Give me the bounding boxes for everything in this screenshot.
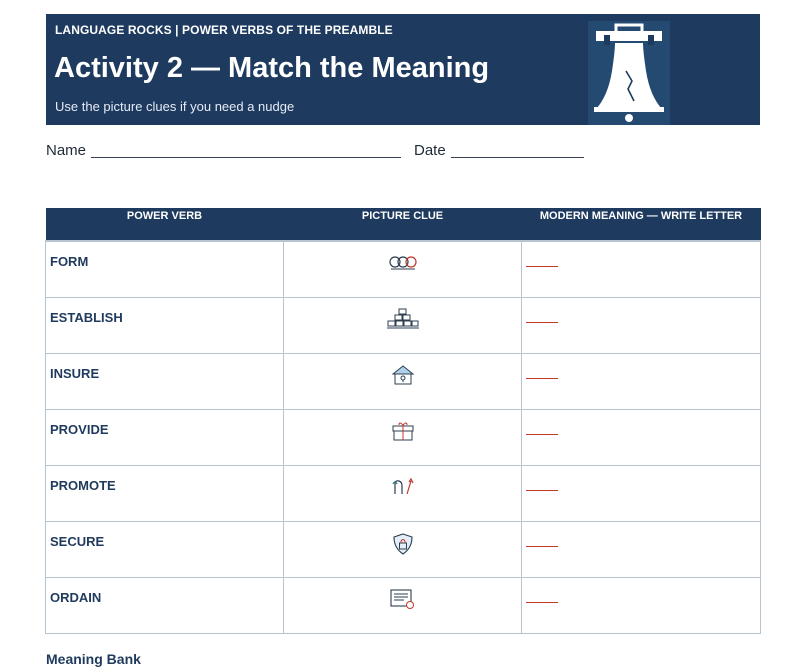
verb-cell: ORDAIN bbox=[50, 590, 102, 605]
header-kicker: LANGUAGE ROCKS | POWER VERBS OF THE PREAMBLE bbox=[55, 23, 393, 37]
certificate-icon bbox=[284, 588, 521, 612]
answer-blank[interactable] bbox=[526, 490, 558, 491]
verb-cell: SECURE bbox=[50, 534, 105, 549]
answer-blank[interactable] bbox=[526, 266, 558, 267]
verb-cell: INSURE bbox=[50, 366, 100, 381]
table-row bbox=[46, 410, 761, 466]
name-date-row bbox=[46, 142, 760, 164]
table-row bbox=[46, 298, 761, 354]
page-title: Activity 2 — Match the Meaning bbox=[54, 52, 490, 84]
table-row bbox=[46, 354, 761, 410]
house-icon bbox=[284, 364, 521, 386]
table-row bbox=[46, 466, 761, 522]
meaning-bank-title: Meaning Bank bbox=[46, 651, 141, 667]
verb-cell: FORM bbox=[50, 254, 89, 269]
column-header-verb: POWER VERB bbox=[46, 208, 284, 241]
name-label: Name bbox=[46, 142, 87, 159]
table-row bbox=[46, 578, 761, 634]
table-row bbox=[46, 522, 761, 578]
name-field[interactable] bbox=[91, 157, 401, 158]
table-row bbox=[46, 241, 761, 298]
answer-blank[interactable] bbox=[526, 602, 558, 603]
date-label: Date bbox=[414, 142, 446, 159]
verb-cell: PROVIDE bbox=[50, 422, 109, 437]
answer-blank[interactable] bbox=[526, 434, 558, 435]
verb-table bbox=[45, 208, 761, 634]
worksheet-header bbox=[46, 14, 760, 125]
date-field[interactable] bbox=[451, 157, 584, 158]
table-header-row bbox=[46, 208, 761, 241]
gift-icon bbox=[284, 420, 521, 442]
column-header-clue: PICTURE CLUE bbox=[284, 208, 522, 241]
answer-blank[interactable] bbox=[526, 378, 558, 379]
verb-cell: PROMOTE bbox=[50, 478, 116, 493]
answer-blank[interactable] bbox=[526, 546, 558, 547]
answer-blank[interactable] bbox=[526, 322, 558, 323]
column-header-meaning: MODERN MEANING — WRITE LETTER bbox=[522, 208, 761, 241]
page-subtitle: Use the picture clues if you need a nudge bbox=[55, 99, 295, 114]
shield-lock-icon bbox=[284, 532, 521, 556]
linked-rings-icon bbox=[284, 252, 521, 274]
stacked-blocks-icon bbox=[284, 308, 521, 330]
verb-cell: ESTABLISH bbox=[50, 310, 123, 325]
growth-arrow-icon bbox=[284, 476, 521, 498]
liberty-bell-icon bbox=[588, 21, 670, 125]
